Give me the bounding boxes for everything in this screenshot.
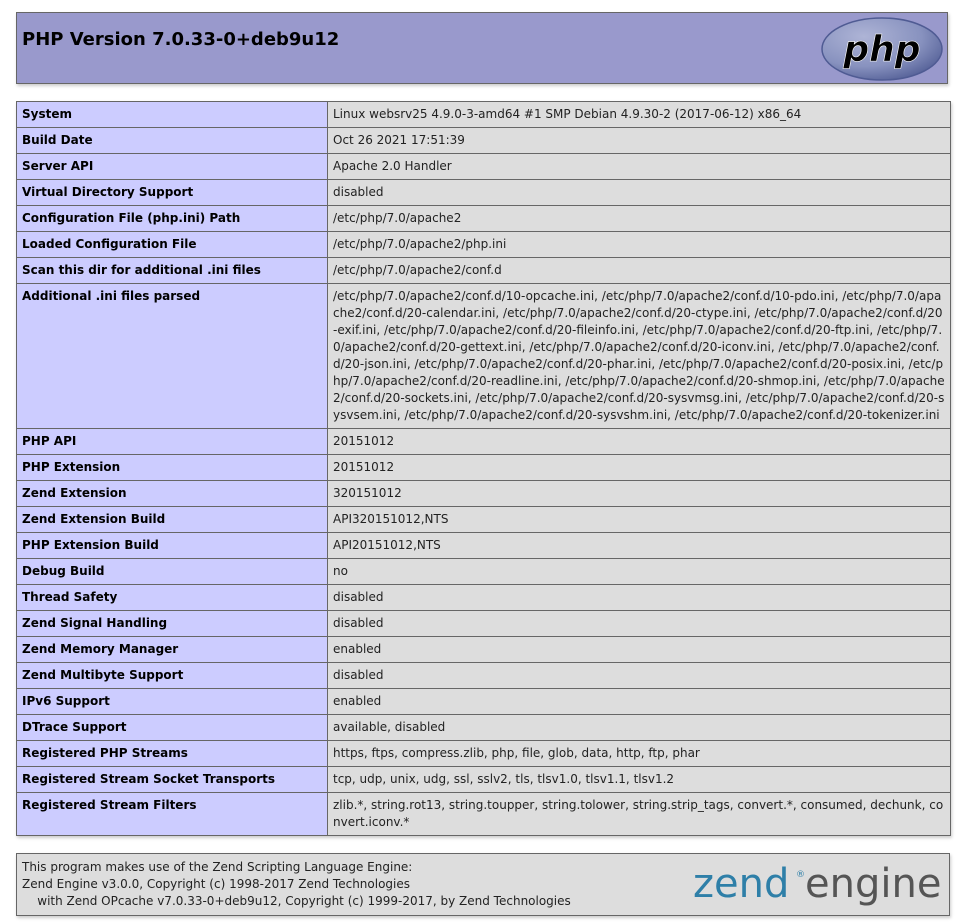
row-value: Oct 26 2021 17:51:39: [328, 128, 951, 154]
row-value: no: [328, 559, 951, 585]
row-key: IPv6 Support: [17, 689, 328, 715]
row-value: 20151012: [328, 455, 951, 481]
row-key: Zend Extension Build: [17, 507, 328, 533]
row-key: Registered Stream Socket Transports: [17, 767, 328, 793]
zend-engine-logo-icon[interactable]: [693, 857, 945, 913]
row-key: Scan this dir for additional .ini files: [17, 258, 328, 284]
table-row: [17, 793, 951, 836]
table-row: [17, 258, 951, 284]
row-value: /etc/php/7.0/apache2/php.ini: [328, 232, 951, 258]
row-key: Zend Memory Manager: [17, 637, 328, 663]
table-row: [17, 455, 951, 481]
footer-line-2: Zend Engine v3.0.0, Copyright (c) 1998-2017 Zend Technologies: [22, 877, 411, 891]
row-value: Apache 2.0 Handler: [328, 154, 951, 180]
row-value: enabled: [328, 689, 951, 715]
table-row: [17, 180, 951, 206]
row-value: disabled: [328, 180, 951, 206]
zend-logo-registered: ®: [796, 870, 805, 880]
php-logo-text: php: [843, 29, 921, 70]
table-row: [17, 284, 951, 429]
row-value: enabled: [328, 637, 951, 663]
row-value: /etc/php/7.0/apache2/conf.d/10-opcache.ini, /etc/php/7.0/apache2/conf.d/10-pdo.ini, /etc/php/7.0/apache2/conf.d/20-calendar.ini, /etc/php/7.0/apache2/conf.d/20-ctype.ini, /etc/php/7.0/apache2/conf.d/20-exif.ini, /etc/php/7.0/apache2/conf.d/20-fileinfo.ini, /etc/php/7.0/apache2/conf.d/20-ftp.ini, /etc/php/7.0/apache2/conf.d/20-gettext.ini, /etc/php/7.0/apache2/conf.d/20-iconv.ini, /etc/php/7.0/apache2/conf.d/20-json.ini, /etc/php/7.0/apache2/conf.d/20-phar.ini, /etc/php/7.0/apache2/conf.d/20-posix.ini, /etc/php/7.0/apache2/conf.d/20-readline.ini, /etc/php/7.0/apache2/conf.d/20-shmop.ini, /etc/php/7.0/apache2/conf.d/20-sockets.ini, /etc/php/7.0/apache2/conf.d/20-sysvmsg.ini, /etc/php/7.0/apache2/conf.d/20-sysvsem.ini, /etc/php/7.0/apache2/conf.d/20-sysvshm.ini, /etc/php/7.0/apache2/conf.d/20-tokenizer.ini: [328, 284, 951, 429]
table-row: [17, 611, 951, 637]
row-value: /etc/php/7.0/apache2/conf.d: [328, 258, 951, 284]
row-value: disabled: [328, 585, 951, 611]
php-version-header: [16, 12, 948, 84]
row-value: API320151012,NTS: [328, 507, 951, 533]
table-row: [17, 533, 951, 559]
row-key: Registered Stream Filters: [17, 793, 328, 836]
table-row: [17, 585, 951, 611]
row-key: PHP Extension: [17, 455, 328, 481]
php-logo-icon[interactable]: [821, 17, 943, 81]
row-key: Registered PHP Streams: [17, 741, 328, 767]
table-row: [17, 767, 951, 793]
row-value: disabled: [328, 611, 951, 637]
footer-line-3: with Zend OPcache v7.0.33-0+deb9u12, Copyright (c) 1999-2017, by Zend Technologies: [22, 894, 571, 908]
row-key: Zend Signal Handling: [17, 611, 328, 637]
row-value: /etc/php/7.0/apache2: [328, 206, 951, 232]
table-row: [17, 663, 951, 689]
row-key: Build Date: [17, 128, 328, 154]
row-value: https, ftps, compress.zlib, php, file, glob, data, http, ftp, phar: [328, 741, 951, 767]
table-row: [17, 102, 951, 128]
row-key: Zend Multibyte Support: [17, 663, 328, 689]
footer-text: [22, 859, 571, 910]
row-key: DTrace Support: [17, 715, 328, 741]
row-value: disabled: [328, 663, 951, 689]
table-row: [17, 481, 951, 507]
table-row: [17, 507, 951, 533]
page-title: PHP Version 7.0.33-0+deb9u12: [22, 29, 340, 50]
table-row: [17, 689, 951, 715]
zend-logo-text: zend: [693, 861, 790, 907]
table-row: [17, 232, 951, 258]
row-value: API20151012,NTS: [328, 533, 951, 559]
row-key: Loaded Configuration File: [17, 232, 328, 258]
table-row: [17, 154, 951, 180]
row-key: Zend Extension: [17, 481, 328, 507]
table-row: [17, 206, 951, 232]
table-row: [17, 128, 951, 154]
row-value: tcp, udp, unix, udg, ssl, sslv2, tls, tlsv1.0, tlsv1.1, tlsv1.2: [328, 767, 951, 793]
php-info-table-body: [17, 102, 951, 836]
zend-engine-footer: [16, 853, 950, 916]
row-key: Server API: [17, 154, 328, 180]
row-value: 320151012: [328, 481, 951, 507]
row-value: zlib.*, string.rot13, string.toupper, string.tolower, string.strip_tags, convert.*, consumed, dechunk, convert.iconv.*: [328, 793, 951, 836]
row-key: Additional .ini files parsed: [17, 284, 328, 429]
row-key: System: [17, 102, 328, 128]
table-row: [17, 559, 951, 585]
table-row: [17, 637, 951, 663]
row-value: available, disabled: [328, 715, 951, 741]
row-value: 20151012: [328, 429, 951, 455]
row-key: Virtual Directory Support: [17, 180, 328, 206]
php-info-table: [16, 101, 951, 836]
table-row: [17, 715, 951, 741]
table-row: [17, 741, 951, 767]
row-key: Thread Safety: [17, 585, 328, 611]
table-row: [17, 429, 951, 455]
row-value: Linux websrv25 4.9.0-3-amd64 #1 SMP Debian 4.9.30-2 (2017-06-12) x86_64: [328, 102, 951, 128]
row-key: PHP API: [17, 429, 328, 455]
row-key: Configuration File (php.ini) Path: [17, 206, 328, 232]
footer-line-1: This program makes use of the Zend Scripting Language Engine:: [22, 860, 413, 874]
row-key: Debug Build: [17, 559, 328, 585]
row-key: PHP Extension Build: [17, 533, 328, 559]
engine-logo-text: engine: [805, 861, 942, 907]
